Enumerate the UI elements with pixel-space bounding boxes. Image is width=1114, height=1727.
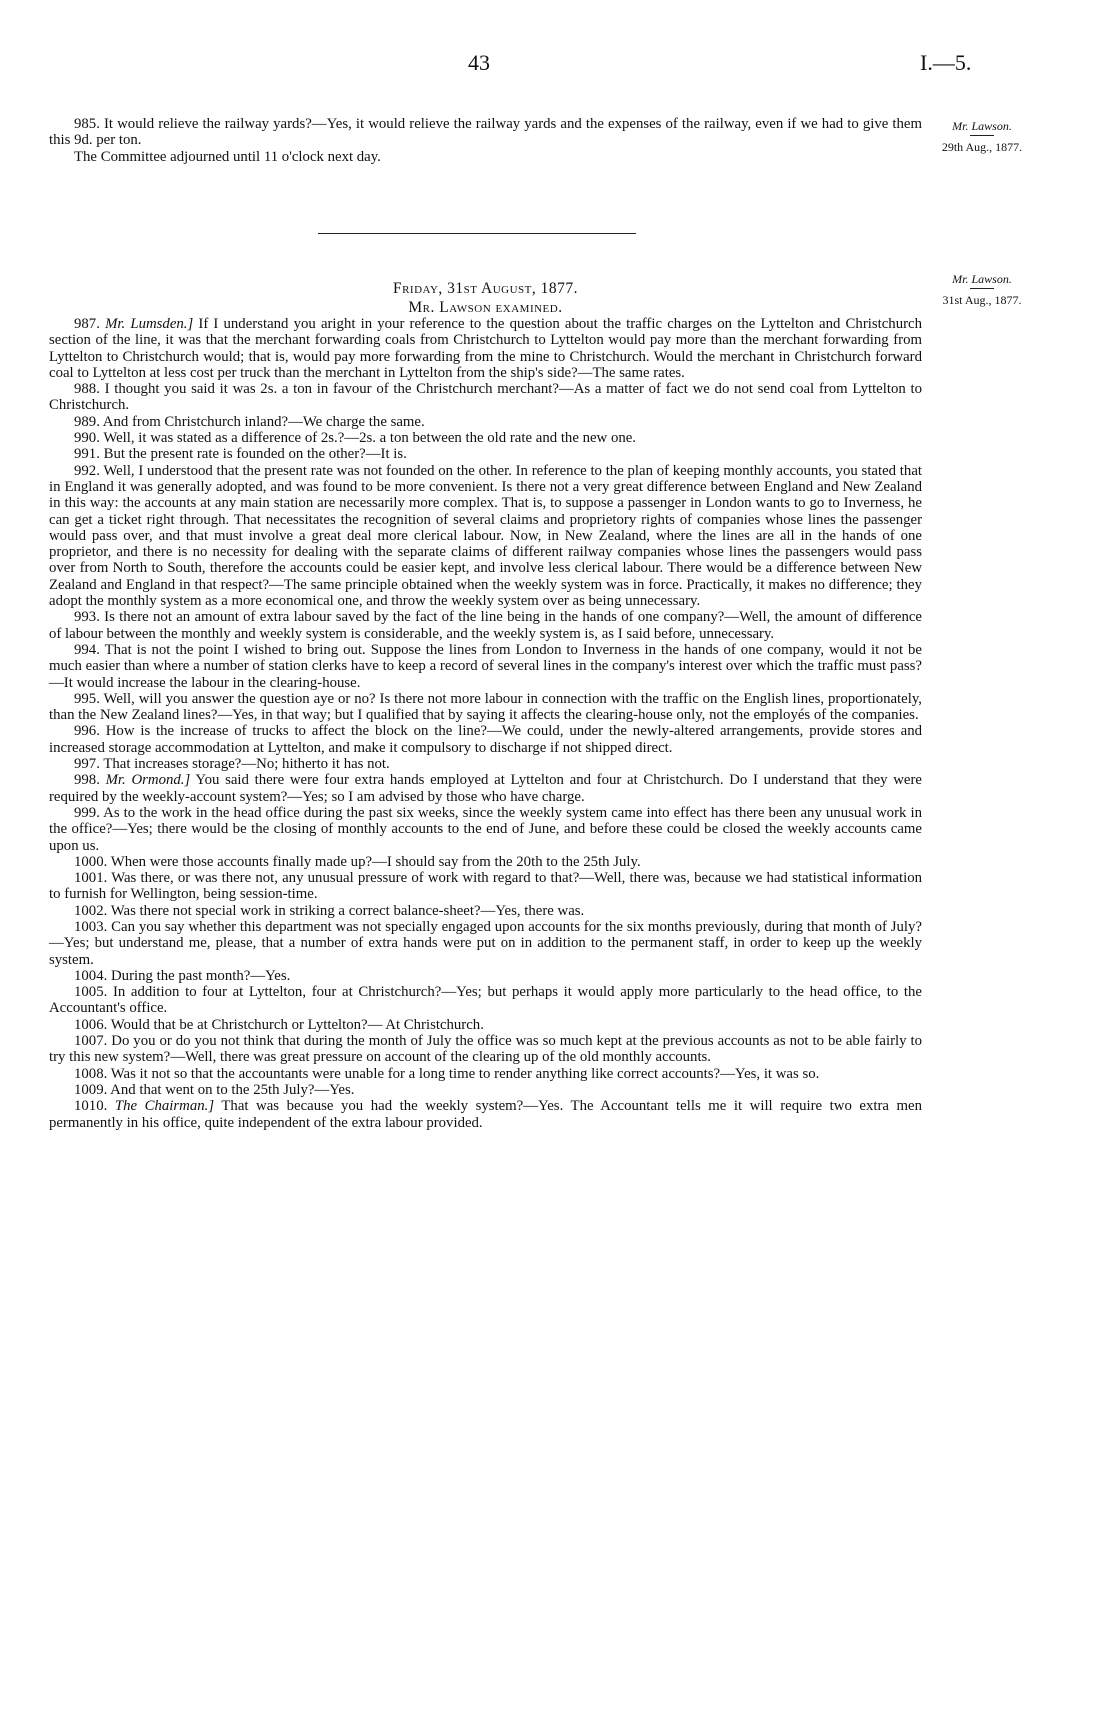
question-number: 1010. [74,1098,108,1115]
question-1000: 1000. When were those accounts finally made up?—I should say from the 20th to the 25th July. [74,853,641,870]
question-985: 985. It would relieve the railway yards?—Yes, it would relieve the railway yards and the expenses of the railway, even if we had to give them this 9d. per ton. [49,116,922,149]
question-number: 998. [74,772,100,789]
question-987 [49,316,922,381]
question-992: 992. Well, I understood that the present rate was not founded on the other. In reference to the plan of keeping monthly accounts, you stated that in England it was generally adopted, and was found to be more convenient. Is there not a very great difference between England and New Zealand in this way: the accounts at any main station are necessarily more complex. That is, to suppose a passenger in London wants to go to Inverness, he can get a ticket right through. That necessitates the recognition of several claims and proprietory rights of companies whose lines the passenger would pass over, and that must involve a great deal more clerical labour. Now, in New Zealand, where the lines are all in the hands of one proprietor, and there is no necessity for dealing with the separate claims of different railway companies whose lines the passengers would pass over from North to South, therefore the accounts could be easier kept, and involve less clerical labour. There would be a difference between New Zealand and England in that respect?—The same principle obtained when the weekly system was in force. Practically, it makes no difference; they adopt the monthly system as a more economical one, and throw the weekly system over as being unnecessary. [49,462,922,610]
margin-witness-name: Mr. Lawson. [952,119,1012,133]
margin-date: 29th Aug., 1877. [941,140,1023,154]
evidence-body [49,316,922,1131]
question-993: 993. Is there not an amount of extra labour saved by the fact of the line being in the hands of one company?—Well, the amount of difference of labour between the monthly and weekly system is considerable, and the weekly system is, as I said before, unnecessary. [49,609,922,642]
question-1005: 1005. In addition to four at Lyttelton, four at Christchurch?—Yes; but perhaps it would apply more particularly to the head office, to the Accountant's office. [49,984,922,1017]
question-text: If I understand you aright in your reference to the question about the traffic charges on the Lyttelton and Christchurch section of the line, it was that the merchant forwarding coals from Christchurch to Lyttelton would pay more than the merchant forwarding from Lyttelton to Christchurch would; that is, would pay more forwarding from the mine to Christchurch. Would the merchant in Christchurch forward coal to Lyttelton at less cost per truck than the merchant in Lyttelton from the ship's side?—The same rates. [49,316,922,381]
paper-code: I.—5. [920,50,972,75]
question-1006: 1006. Would that be at Christchurch or Lyttelton?— At Christchurch. [74,1016,484,1033]
question-1010 [49,1098,922,1131]
top-block [49,116,922,165]
question-988: 988. I thought you said it was 2s. a ton in favour of the Christchurch merchant?—As a matter of fact we do not send coal from Lyttelton to Christchurch. [49,381,922,414]
question-number: 987. [74,316,100,332]
margin-rule [970,135,994,136]
question-996: 996. How is the increase of trucks to affect the block on the line?—We could, under the newly-altered arrangements, provide stores and increased storage accommodation at Lyttelton, and make it compulsory to discharge if not shipped direct. [49,723,922,756]
margin-rule [970,288,994,289]
margin-note-top [922,118,1042,155]
question-1009: 1009. And that went on to the 25th July?—Yes. [74,1081,355,1098]
margin-note-section [922,271,1042,308]
question-994: 994. That is not the point I wished to bring out. Suppose the lines from London to Inverness in the hands of one company, would it not be much easier than where a number of station clerks have to keep a record of several lines in the company's interest over which the traffic must pass?—It would increase the labour in the clearing-house. [49,641,922,691]
margin-witness-name: Mr. Lawson. [952,272,1012,286]
question-990: 990. Well, it was stated as a difference of 2s.?—2s. a ton between the old rate and the new one. [74,430,637,447]
question-999: 999. As to the work in the head office during the past six weeks, since the weekly system came into effect has there been any unusual work in the office?—Yes; there would be the closing of monthly accounts to the end of June, and before these could be closed the weekly accounts came upon us. [49,804,922,854]
question-1008: 1008. Was it not so that the accountants were unable for a long time to render anything like correct accounts?—Yes, it was so. [74,1065,820,1082]
question-997: 997. That increases storage?—No; hitherto it has not. [74,756,390,773]
adjournment-note: The Committee adjourned until 11 o'clock next day. [74,148,381,165]
sitting-heading [49,279,922,317]
speaker-label: Mr. Lumsden.] [105,316,194,332]
question-1002: 1002. Was there not special work in striking a correct balance-sheet?—Yes, there was. [74,902,585,919]
speaker-label: Mr. Ormond.] [105,772,191,789]
question-text: You said there were four extra hands employed at Lyttelton and four at Christchurch. Do I understand that they were required by the weekly-account system?—Yes; so I am advised by those who have charge. [49,772,922,805]
witness-examined: Mr. Lawson examined. [408,299,563,316]
sitting-date: Friday, 31st August, 1877. [392,280,579,297]
page-number: 43 [468,50,490,75]
question-989: 989. And from Christchurch inland?—We charge the same. [74,413,425,430]
question-1007: 1007. Do you or do you not think that during the month of July the office was so much kept at the previous accounts as not to be able fairly to try this new system?—Well, there was great pressure on account of the clearing up of the old monthly accounts. [49,1033,922,1066]
question-1004: 1004. During the past month?—Yes. [74,967,291,984]
question-995: 995. Well, will you answer the question aye or no? Is there not more labour in connection with the traffic on the English lines, proportionately, than the New Zealand lines?—Yes, in that way; but I qualified that by saying it affects the clearing-house only, not the employés of the companies. [49,690,922,724]
question-1001: 1001. Was there, or was there not, any unusual pressure of work with regard to that?—Well, there was, because we had statistical information to furnish for Wellington, being session-time. [49,870,922,903]
speaker-label: The Chairman.] [114,1098,215,1115]
section-divider [318,233,636,234]
margin-date: 31st Aug., 1877. [942,293,1022,307]
question-998 [49,772,922,805]
question-text: That was because you had the weekly system?—Yes. The Accountant tells me it will require two extra men permanently in his office, quite independent of the extra labour provided. [49,1098,923,1131]
question-991: 991. But the present rate is founded on the other?—It is. [74,446,407,463]
question-1003: 1003. Can you say whether this department was not specially engaged upon accounts for the six months previously, during that month of July?—Yes; but understand me, please, that a number of extra hands were put on in addition to the permanent staff, in order to keep up the weekly system. [49,918,922,968]
